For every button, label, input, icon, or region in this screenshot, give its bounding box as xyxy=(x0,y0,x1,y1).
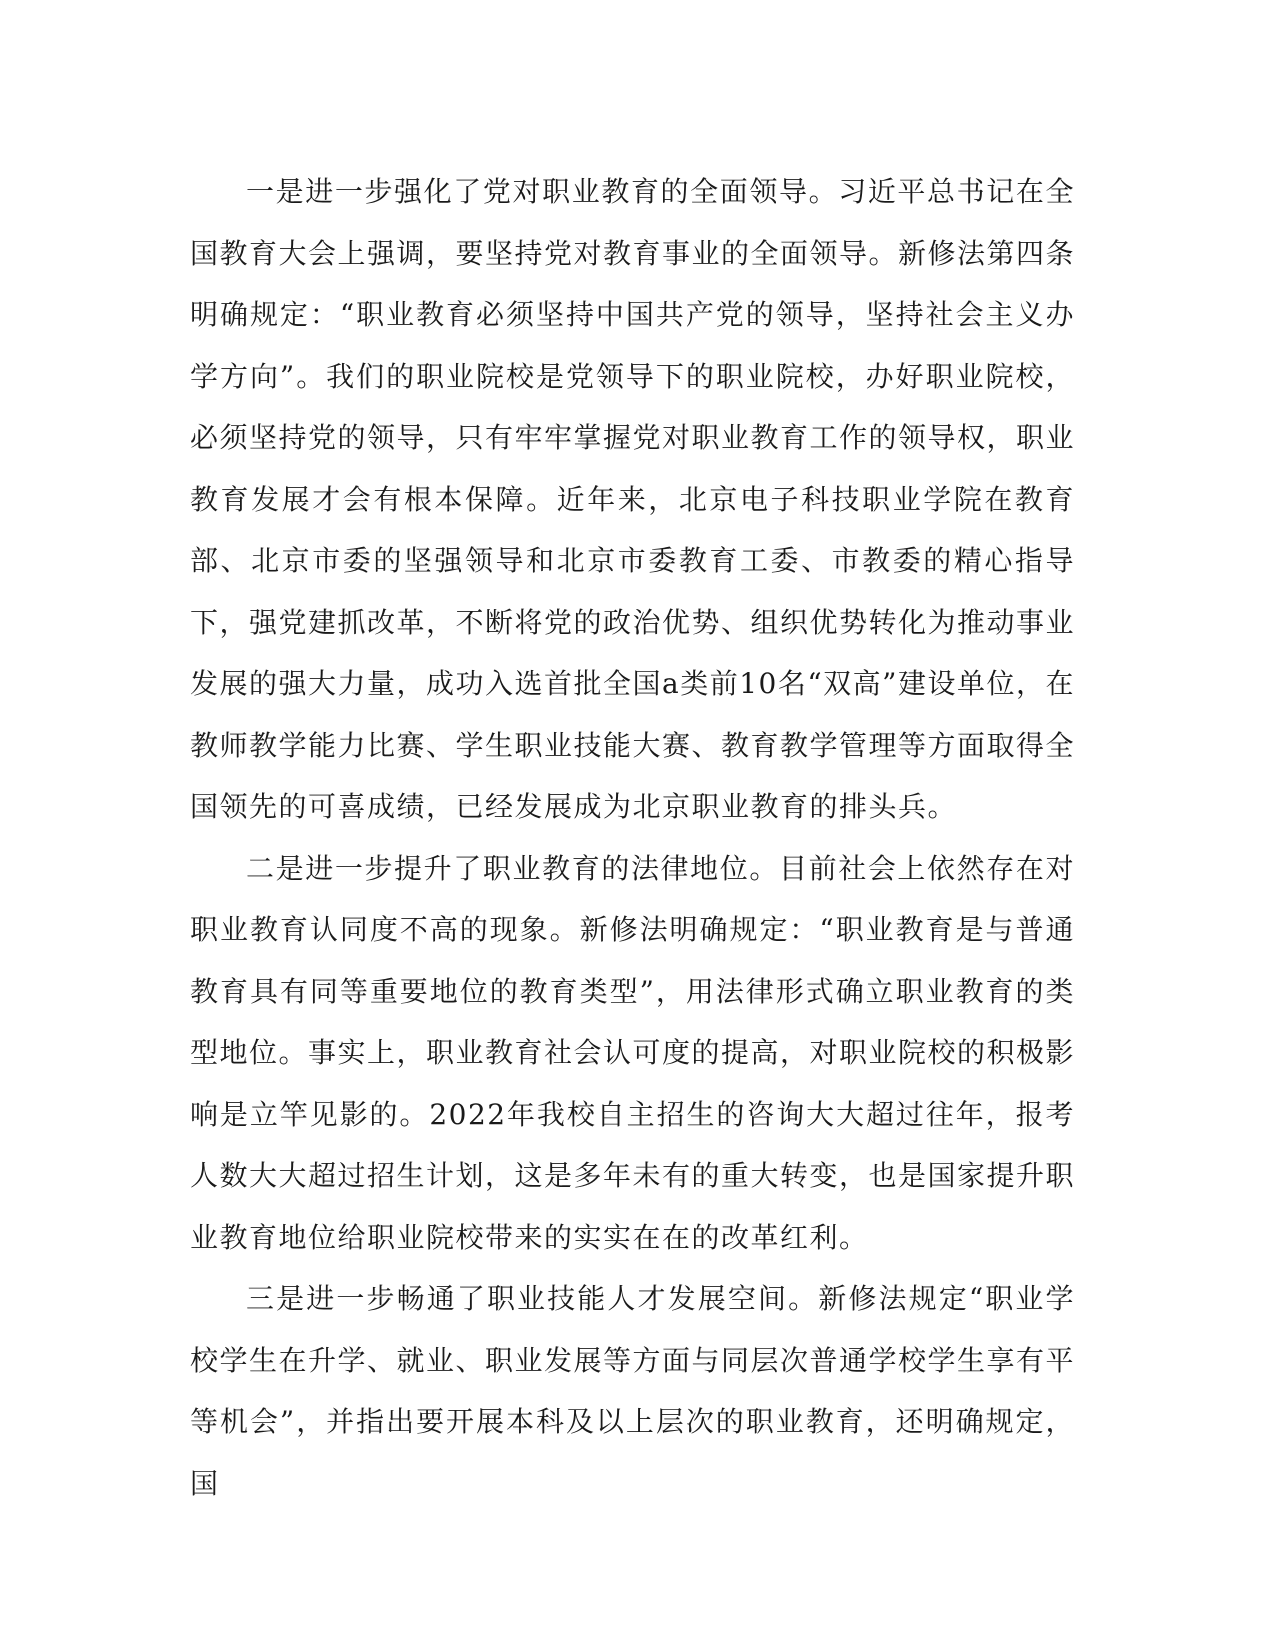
document-body xyxy=(190,161,1075,1514)
paragraph-2: 二是进一步提升了职业教育的法律地位。目前社会上依然存在对职业教育认同度不高的现象。新修法明确规定：“职业教育是与普通教育具有同等重要地位的教育类型”，用法律形式确立职业教育的类型地位。事实上，职业教育社会认可度的提高，对职业院校的积极影响是立竿见影的。2022年我校自主招生的咨询大大超过往年，报考人数大大超过招生计划，这是多年未有的重大转变，也是国家提升职业教育地位给职业院校带来的实实在在的改革红利。 xyxy=(190,851,1076,1254)
paragraph-3: 三是进一步畅通了职业技能人才发展空间。新修法规定“职业学校学生在升学、就业、职业发展等方面与同层次普通学校学生享有平等机会”，并指出要开展本科及以上层次的职业教育，还明确规定，国 xyxy=(190,1282,1076,1500)
paragraph-1: 一是进一步强化了党对职业教育的全面领导。习近平总书记在全国教育大会上强调，要坚持党对教育事业的全面领导。新修法第四条明确规定：“职业教育必须坚持中国共产党的领导，坚持社会主义办学方向”。我们的职业院校是党领导下的职业院校，办好职业院校，必须坚持党的领导，只有牢牢掌握党对职业教育工作的领导权，职业教育发展才会有根本保障。近年来，北京电子科技职业学院在教育部、北京市委的坚强领导和北京市委教育工委、市教委的精心指导下，强党建抓改革，不断将党的政治优势、组织优势转化为推动事业发展的强大力量，成功入选首批全国a类前10名“双高”建设单位，在教师教学能力比赛、学生职业技能大赛、教育教学管理等方面取得全国领先的可喜成绩，已经发展成为北京职业教育的排头兵。 xyxy=(190,175,1076,823)
